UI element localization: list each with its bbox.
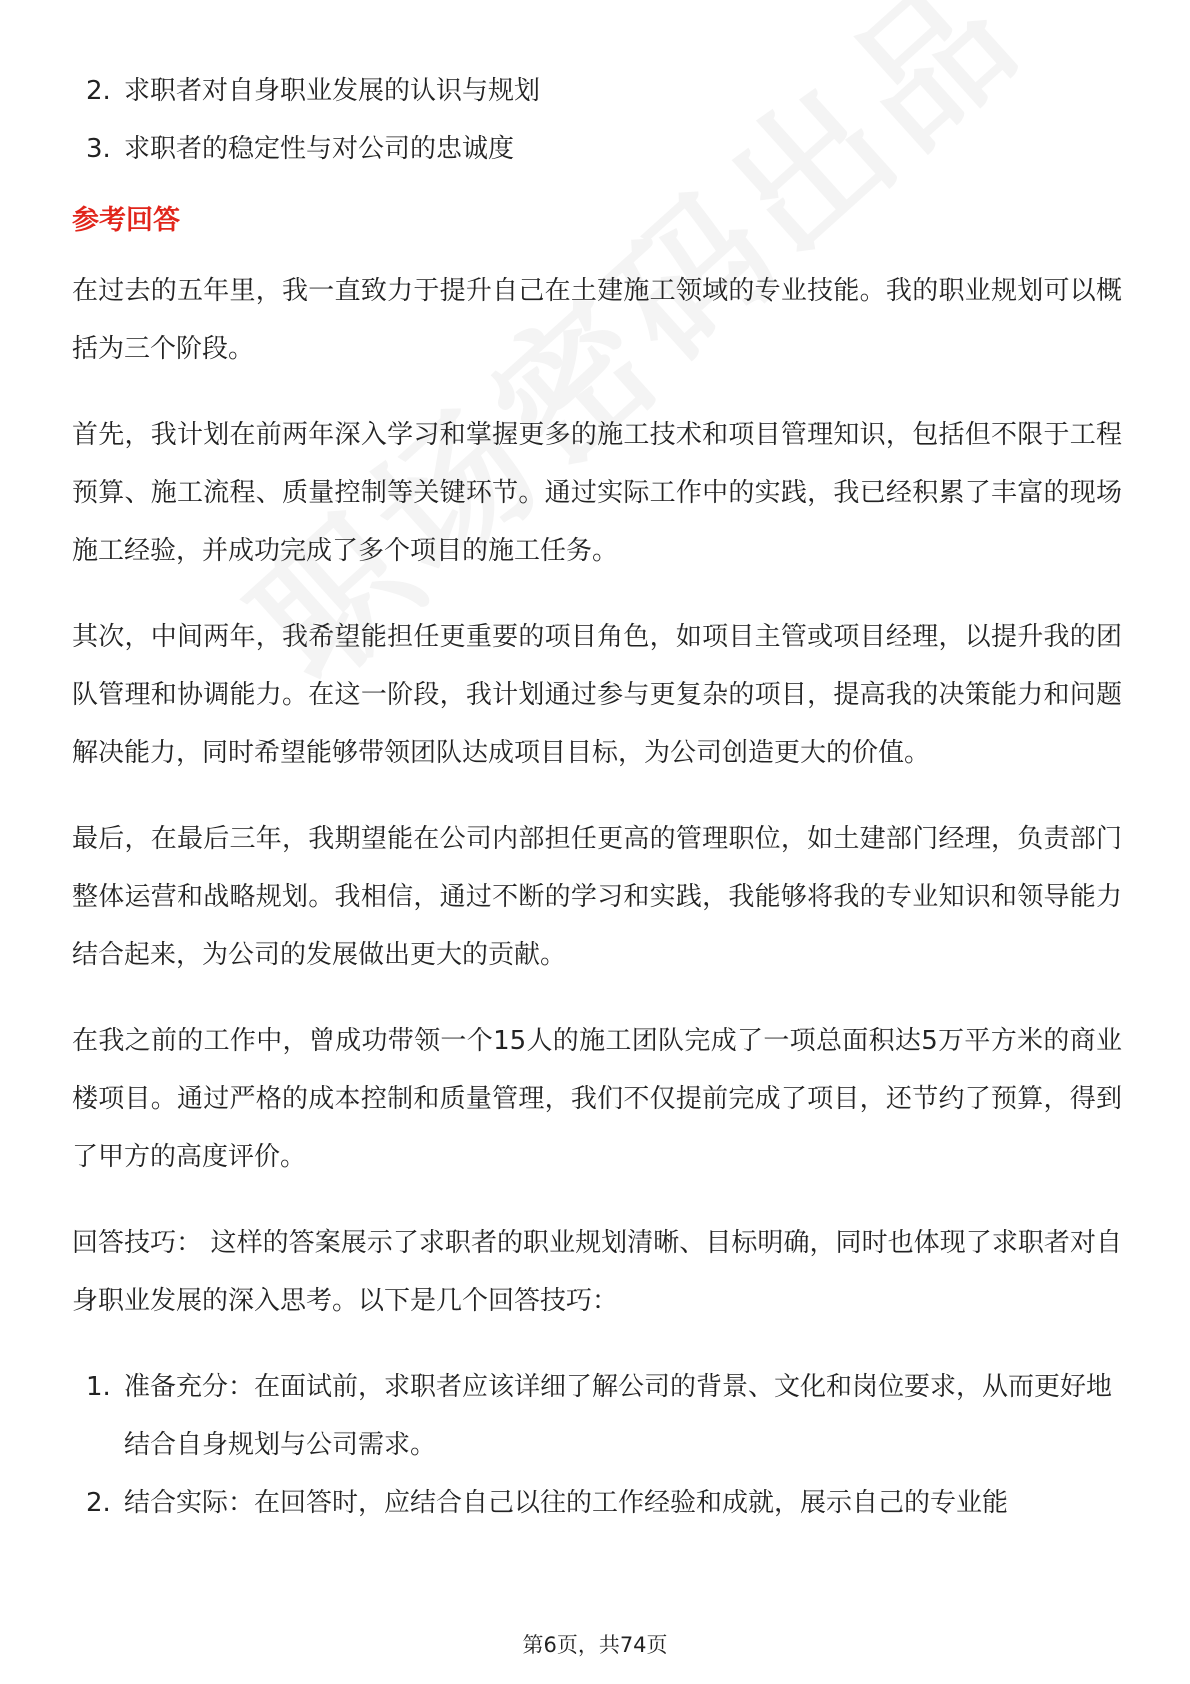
paragraph: 首先，我计划在前两年深入学习和掌握更多的施工技术和项目管理知识，包括但不限于工程预算、施工流程、质量控制等关键环节。通过实际工作中的实践，我已经积累了丰富的现场施工经验，并成功完成了多个项目的施工任务。 [72, 420, 1122, 566]
list-text: 结合实际：在回答时，应结合自己以往的工作经验和成就，展示自己的专业能 [124, 1488, 1009, 1518]
criteria-list [72, 62, 1122, 178]
list-text: 求职者的稳定性与对公司的忠诚度 [124, 134, 515, 164]
paragraph: 回答技巧： 这样的答案展示了求职者的职业规划清晰、目标明确，同时也体现了求职者对自身职业发展的深入思考。以下是几个回答技巧： [72, 1228, 1122, 1316]
paragraph: 在我之前的工作中，曾成功带领一个15人的施工团队完成了一项总面积达5万平方米的商业楼项目。通过严格的成本控制和质量管理，我们不仅提前完成了项目，还节约了预算，得到了甲方的高度评价。 [72, 1026, 1122, 1172]
paragraph: 其次，中间两年，我希望能担任更重要的项目角色，如项目主管或项目经理，以提升我的团队管理和协调能力。在这一阶段，我计划通过参与更复杂的项目，提高我的决策能力和问题解决能力，同时希望能够带领团队达成项目目标，为公司创造更大的价值。 [72, 622, 1122, 768]
list-number: 2. [86, 76, 111, 106]
list-item [72, 120, 1122, 178]
section-heading: 参考回答 [72, 205, 180, 236]
list-item [72, 62, 1122, 120]
page-content [72, 62, 1122, 1532]
list-text: 准备充分：在面试前，求职者应该详细了解公司的背景、文化和岗位要求，从而更好地结合自身规划与公司需求。 [124, 1372, 1113, 1460]
paragraph: 最后，在最后三年，我期望能在公司内部担任更高的管理职位，如土建部门经理，负责部门整体运营和战略规划。我相信，通过不断的学习和实践，我能够将我的专业知识和领导能力结合起来，为公司的发展做出更大的贡献。 [72, 824, 1122, 970]
paragraph: 在过去的五年里，我一直致力于提升自己在土建施工领域的专业技能。我的职业规划可以概括为三个阶段。 [72, 276, 1122, 364]
list-number: 3. [86, 134, 111, 164]
page-footer: 第6页，共74页 [522, 1633, 668, 1657]
list-number: 1. [86, 1372, 111, 1402]
list-number: 2. [86, 1488, 111, 1518]
list-item [72, 1358, 1122, 1474]
list-item [72, 1474, 1122, 1532]
tips-list [72, 1358, 1122, 1532]
list-text: 求职者对自身职业发展的认识与规划 [124, 76, 541, 106]
